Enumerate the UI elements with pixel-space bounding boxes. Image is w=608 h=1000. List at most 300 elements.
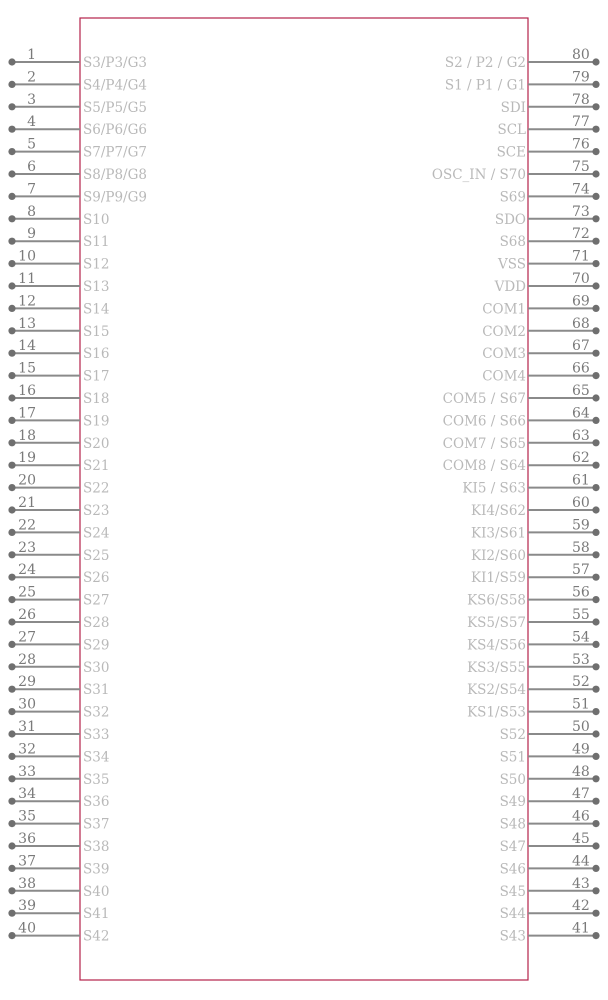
pin-40 <box>8 921 109 945</box>
pin-terminal-dot <box>592 596 599 603</box>
pin-38 <box>8 876 109 900</box>
pin-27 <box>8 629 109 653</box>
pin-label: S29 <box>83 637 110 654</box>
pin-48 <box>500 764 600 788</box>
pin-number: 61 <box>572 472 590 489</box>
pin-terminal-dot <box>592 462 599 469</box>
pin-terminal-dot <box>8 327 15 334</box>
pin-terminal-dot <box>8 260 15 267</box>
pin-number: 46 <box>572 808 590 825</box>
pin-number: 40 <box>18 920 36 937</box>
pin-label: KS4/S56 <box>467 637 526 654</box>
pin-label: S35 <box>83 771 110 788</box>
pin-67 <box>482 338 599 362</box>
pin-label: OSC_IN / S70 <box>431 167 526 183</box>
pin-number: 80 <box>572 47 590 63</box>
pin-terminal-dot <box>8 148 15 155</box>
pin-29 <box>8 674 109 698</box>
pin-label: VDD <box>494 279 526 295</box>
pin-terminal-dot <box>8 417 15 424</box>
pin-number: 62 <box>572 450 590 467</box>
pin-label: S51 <box>499 749 526 766</box>
pin-label: S40 <box>83 883 110 900</box>
pin-number: 44 <box>572 853 590 870</box>
pin-label: S50 <box>499 771 526 788</box>
pin-terminal-dot <box>8 708 15 715</box>
pin-terminal-dot <box>8 775 15 782</box>
pin-label: KI3/S61 <box>471 525 526 542</box>
pin-terminal-dot <box>592 865 599 872</box>
pin-terminal-dot <box>592 238 599 245</box>
pin-terminal-dot <box>8 484 15 491</box>
pin-label: SDI <box>500 99 526 116</box>
pin-number: 33 <box>18 763 36 780</box>
pin-terminal-dot <box>8 350 15 357</box>
pin-25 <box>8 585 109 609</box>
pin-number: 23 <box>18 539 36 556</box>
pin-number: 63 <box>572 427 590 444</box>
pin-label: S52 <box>499 727 526 743</box>
right-pin-column <box>432 47 600 945</box>
pin-label: COM6 / S66 <box>442 413 526 430</box>
pin-terminal-dot <box>8 820 15 827</box>
pin-label: COM2 <box>482 323 526 340</box>
pin-43 <box>500 876 600 900</box>
pin-terminal-dot <box>8 305 15 312</box>
pin-label: COM8 / S64 <box>442 458 526 475</box>
pin-terminal-dot <box>592 350 599 357</box>
pin-73 <box>495 204 600 228</box>
pin-terminal-dot <box>8 887 15 894</box>
pin-number: 10 <box>18 248 36 265</box>
pin-number: 47 <box>572 786 590 803</box>
pin-number: 17 <box>18 405 36 422</box>
pin-terminal-dot <box>8 865 15 872</box>
pin-label: S42 <box>83 928 110 945</box>
pin-terminal-dot <box>592 58 599 65</box>
pin-number: 67 <box>572 338 590 355</box>
pin-terminal-dot <box>8 126 15 133</box>
pin-terminal-dot <box>592 260 599 267</box>
pin-terminal-dot <box>592 753 599 760</box>
pin-number: 39 <box>18 898 36 915</box>
pin-65 <box>443 383 600 407</box>
pin-number: 26 <box>18 607 36 623</box>
pin-number: 60 <box>572 495 590 511</box>
pin-label: S43 <box>499 928 526 945</box>
pin-74 <box>500 181 600 205</box>
pin-label: S32 <box>83 704 110 721</box>
pin-terminal-dot <box>8 551 15 558</box>
pin-number: 2 <box>27 69 36 86</box>
pin-label: S3/P3/G3 <box>83 55 147 71</box>
pin-label: S6/P6/G6 <box>83 122 147 139</box>
pin-number: 69 <box>572 293 590 310</box>
pin-terminal-dot <box>592 932 599 939</box>
pin-30 <box>8 697 109 721</box>
pin-46 <box>500 809 600 833</box>
pin-77 <box>497 114 599 138</box>
pin-terminal-dot <box>8 238 15 245</box>
pin-terminal-dot <box>592 170 599 177</box>
pin-terminal-dot <box>592 842 599 849</box>
pin-61 <box>462 473 599 497</box>
pin-number: 41 <box>572 920 590 937</box>
pin-2 <box>8 69 147 93</box>
pin-label: S30 <box>83 659 110 676</box>
pin-label: S25 <box>83 547 110 564</box>
pin-label: S47 <box>499 839 526 855</box>
pin-number: 35 <box>18 808 36 825</box>
pin-label: S9/P9/G9 <box>83 189 147 206</box>
pin-number: 70 <box>572 271 590 287</box>
pin-22 <box>8 517 109 541</box>
pin-68 <box>482 316 599 340</box>
pin-number: 49 <box>572 741 590 758</box>
pin-label: KI2/S60 <box>471 547 526 564</box>
pin-label: S37 <box>83 816 110 833</box>
pin-terminal-dot <box>592 327 599 334</box>
pin-label: S19 <box>83 413 110 430</box>
pin-56 <box>467 585 600 609</box>
pin-terminal-dot <box>592 126 599 133</box>
pin-terminal-dot <box>592 663 599 670</box>
pin-number: 31 <box>18 719 36 735</box>
pin-number: 65 <box>572 383 590 399</box>
pin-label: S14 <box>83 301 110 318</box>
pin-number: 3 <box>27 91 36 108</box>
pin-28 <box>8 652 109 676</box>
pin-number: 57 <box>572 562 590 579</box>
pin-number: 28 <box>18 651 36 668</box>
pin-17 <box>8 405 109 429</box>
pin-number: 27 <box>18 629 36 646</box>
pin-label: S1 / P1 / G1 <box>444 77 526 94</box>
pin-number: 19 <box>18 450 36 467</box>
pin-terminal-dot <box>8 462 15 469</box>
pin-terminal-dot <box>592 551 599 558</box>
pin-number: 64 <box>572 405 590 422</box>
pin-terminal-dot <box>8 81 15 88</box>
pin-53 <box>467 652 600 676</box>
pin-10 <box>8 249 109 273</box>
pin-terminal-dot <box>592 372 599 379</box>
pin-terminal-dot <box>8 193 15 200</box>
pin-79 <box>445 69 600 93</box>
pin-label: S5/P5/G5 <box>83 99 147 116</box>
pin-terminal-dot <box>8 596 15 603</box>
pin-terminal-dot <box>8 282 15 289</box>
pin-label: SCE <box>496 144 526 161</box>
pin-terminal-dot <box>8 103 15 110</box>
pin-label: COM1 <box>482 301 526 318</box>
pin-terminal-dot <box>8 58 15 65</box>
pin-terminal-dot <box>8 574 15 581</box>
pin-terminal-dot <box>8 753 15 760</box>
pin-terminal-dot <box>592 910 599 917</box>
pin-label: S44 <box>499 906 526 923</box>
pin-label: S39 <box>83 861 110 878</box>
pin-8 <box>8 204 109 228</box>
pin-66 <box>482 361 599 385</box>
pin-label: KI1/S59 <box>471 570 526 587</box>
pin-label: S26 <box>83 570 110 587</box>
pin-label: KI4/S62 <box>471 503 526 519</box>
pin-35 <box>8 809 109 833</box>
pin-label: COM4 <box>482 368 526 385</box>
pin-36 <box>8 831 109 855</box>
pin-64 <box>443 405 600 429</box>
pin-label: S24 <box>83 525 110 542</box>
pin-55 <box>467 607 600 631</box>
pin-12 <box>8 293 109 317</box>
pin-number: 66 <box>572 360 590 377</box>
pin-terminal-dot <box>592 529 599 536</box>
pin-terminal-dot <box>8 439 15 446</box>
pin-label: S68 <box>499 234 526 251</box>
pin-terminal-dot <box>8 170 15 177</box>
pin-terminal-dot <box>592 574 599 581</box>
pin-34 <box>8 786 109 810</box>
pin-terminal-dot <box>8 215 15 222</box>
pin-terminal-dot <box>592 506 599 513</box>
pin-16 <box>8 383 109 407</box>
pin-71 <box>497 249 600 273</box>
pin-number: 74 <box>572 181 590 198</box>
pin-label: COM5 / S67 <box>442 391 526 407</box>
pin-1 <box>8 47 147 71</box>
pin-label: S33 <box>83 727 110 743</box>
pin-number: 13 <box>18 315 36 332</box>
pin-number: 1 <box>27 47 36 63</box>
pin-label: S4/P4/G4 <box>83 77 147 94</box>
pin-label: KS5/S57 <box>467 615 526 631</box>
pin-label: S15 <box>83 323 110 340</box>
pin-number: 6 <box>27 159 36 175</box>
pin-terminal-dot <box>592 484 599 491</box>
pin-number: 78 <box>572 91 590 108</box>
pin-number: 32 <box>18 741 36 758</box>
pin-label: S16 <box>83 346 110 363</box>
pin-number: 7 <box>27 181 36 198</box>
pin-number: 37 <box>18 853 36 870</box>
pin-3 <box>8 92 147 116</box>
pin-label: KS6/S58 <box>467 592 526 609</box>
pin-4 <box>8 114 147 138</box>
pin-number: 55 <box>572 607 590 623</box>
pin-terminal-dot <box>592 820 599 827</box>
pin-terminal-dot <box>592 103 599 110</box>
pin-number: 58 <box>572 539 590 556</box>
pin-number: 79 <box>572 69 590 86</box>
pin-19 <box>8 450 109 474</box>
pin-number: 11 <box>18 271 36 287</box>
pin-number: 72 <box>572 226 590 243</box>
pin-number: 42 <box>572 898 590 915</box>
pin-number: 36 <box>18 831 36 847</box>
left-pin-column <box>8 47 147 945</box>
pin-number: 76 <box>572 136 590 153</box>
pin-terminal-dot <box>8 618 15 625</box>
pin-number: 56 <box>572 584 590 601</box>
pin-39 <box>8 898 109 922</box>
pin-number: 52 <box>572 674 590 691</box>
pin-54 <box>467 629 600 653</box>
pin-50 <box>500 719 600 743</box>
pin-label: S17 <box>83 368 110 385</box>
pin-terminal-dot <box>592 305 599 312</box>
pin-label: S8/P8/G8 <box>83 167 147 183</box>
pin-terminal-dot <box>592 394 599 401</box>
pin-63 <box>443 428 600 452</box>
pin-number: 21 <box>18 495 36 511</box>
pin-terminal-dot <box>8 641 15 648</box>
pin-terminal-dot <box>8 798 15 805</box>
pin-58 <box>471 540 600 564</box>
pin-label: S13 <box>83 279 110 295</box>
pin-terminal-dot <box>8 394 15 401</box>
pin-terminal-dot <box>592 686 599 693</box>
pin-number: 5 <box>27 136 36 153</box>
pin-14 <box>8 338 109 362</box>
pin-terminal-dot <box>8 506 15 513</box>
pin-number: 24 <box>18 562 36 579</box>
pin-72 <box>500 226 600 250</box>
pin-62 <box>443 450 600 474</box>
pin-terminal-dot <box>592 148 599 155</box>
pin-number: 43 <box>572 875 590 892</box>
pin-20 <box>8 473 109 497</box>
pin-number: 45 <box>572 831 590 847</box>
pin-label: S10 <box>83 211 110 228</box>
pin-7 <box>8 181 147 205</box>
pin-number: 51 <box>572 696 590 713</box>
pin-number: 30 <box>18 696 36 713</box>
pin-label: S46 <box>499 861 526 878</box>
pin-45 <box>500 831 600 855</box>
pin-terminal-dot <box>8 663 15 670</box>
pin-terminal-dot <box>592 641 599 648</box>
pin-terminal-dot <box>592 81 599 88</box>
pin-label: S38 <box>83 839 110 855</box>
pin-terminal-dot <box>592 417 599 424</box>
pin-terminal-dot <box>592 618 599 625</box>
pin-label: S45 <box>499 883 526 900</box>
pin-label: S41 <box>83 906 110 923</box>
pin-47 <box>500 786 600 810</box>
pin-42 <box>500 898 600 922</box>
pin-label: S27 <box>83 592 110 609</box>
pin-terminal-dot <box>8 730 15 737</box>
pin-label: SCL <box>497 122 526 139</box>
pin-41 <box>500 921 600 945</box>
pin-terminal-dot <box>592 439 599 446</box>
pin-number: 38 <box>18 875 36 892</box>
pin-18 <box>8 428 109 452</box>
pin-52 <box>467 674 600 698</box>
pin-number: 48 <box>572 763 590 780</box>
pin-label: COM7 / S65 <box>442 435 526 452</box>
pin-label: KS1/S53 <box>467 704 526 721</box>
pin-49 <box>500 741 600 765</box>
pin-label: S21 <box>83 458 110 475</box>
pin-label: S7/P7/G7 <box>83 144 147 161</box>
pin-78 <box>501 92 600 116</box>
pin-terminal-dot <box>8 842 15 849</box>
pin-51 <box>467 697 600 721</box>
pin-label: S48 <box>499 816 526 833</box>
pin-label: KS2/S54 <box>467 682 526 699</box>
pin-37 <box>8 853 109 877</box>
pin-label: SDO <box>494 211 526 228</box>
pin-70 <box>494 271 600 295</box>
pin-label: S69 <box>499 189 526 206</box>
pin-number: 77 <box>572 114 590 131</box>
pin-label: S20 <box>83 435 110 452</box>
pin-terminal-dot <box>8 686 15 693</box>
pin-label: S23 <box>83 503 110 519</box>
pin-label: S22 <box>83 480 110 497</box>
pin-label: S18 <box>83 391 110 407</box>
pin-number: 8 <box>27 203 36 220</box>
pin-21 <box>8 495 109 519</box>
pin-label: S36 <box>83 794 110 811</box>
pin-69 <box>482 293 599 317</box>
pin-terminal-dot <box>8 372 15 379</box>
pin-terminal-dot <box>8 910 15 917</box>
pin-label: S2 / P2 / G2 <box>444 55 526 71</box>
pin-number: 20 <box>18 472 36 489</box>
pin-26 <box>8 607 109 631</box>
pin-label: S12 <box>83 256 110 273</box>
pin-terminal-dot <box>592 798 599 805</box>
pin-number: 15 <box>18 360 36 377</box>
pin-number: 29 <box>18 674 36 691</box>
pin-75 <box>432 159 600 183</box>
pin-59 <box>471 517 600 541</box>
pin-terminal-dot <box>8 932 15 939</box>
pin-11 <box>8 271 109 295</box>
pin-number: 14 <box>18 338 36 355</box>
pin-number: 68 <box>572 315 590 332</box>
pin-number: 75 <box>572 159 590 175</box>
pin-number: 54 <box>572 629 590 646</box>
pin-terminal-dot <box>592 775 599 782</box>
pin-terminal-dot <box>592 215 599 222</box>
pin-5 <box>8 137 147 161</box>
pin-15 <box>8 361 109 385</box>
pin-label: S34 <box>83 749 110 766</box>
pin-number: 4 <box>27 114 36 131</box>
pin-number: 12 <box>18 293 36 310</box>
pin-44 <box>500 853 600 877</box>
pin-number: 50 <box>572 719 590 735</box>
pin-number: 71 <box>572 248 590 265</box>
pin-6 <box>8 159 147 183</box>
pin-label: S49 <box>499 794 526 811</box>
pin-number: 25 <box>18 584 36 601</box>
pin-terminal-dot <box>8 529 15 536</box>
pin-label: KI5 / S63 <box>462 480 526 497</box>
pin-terminal-dot <box>592 282 599 289</box>
pin-terminal-dot <box>592 887 599 894</box>
pin-number: 59 <box>572 517 590 534</box>
pin-23 <box>8 540 109 564</box>
pin-32 <box>8 741 109 765</box>
pin-number: 22 <box>18 517 36 534</box>
pin-number: 18 <box>18 427 36 444</box>
pin-label: S28 <box>83 615 110 631</box>
